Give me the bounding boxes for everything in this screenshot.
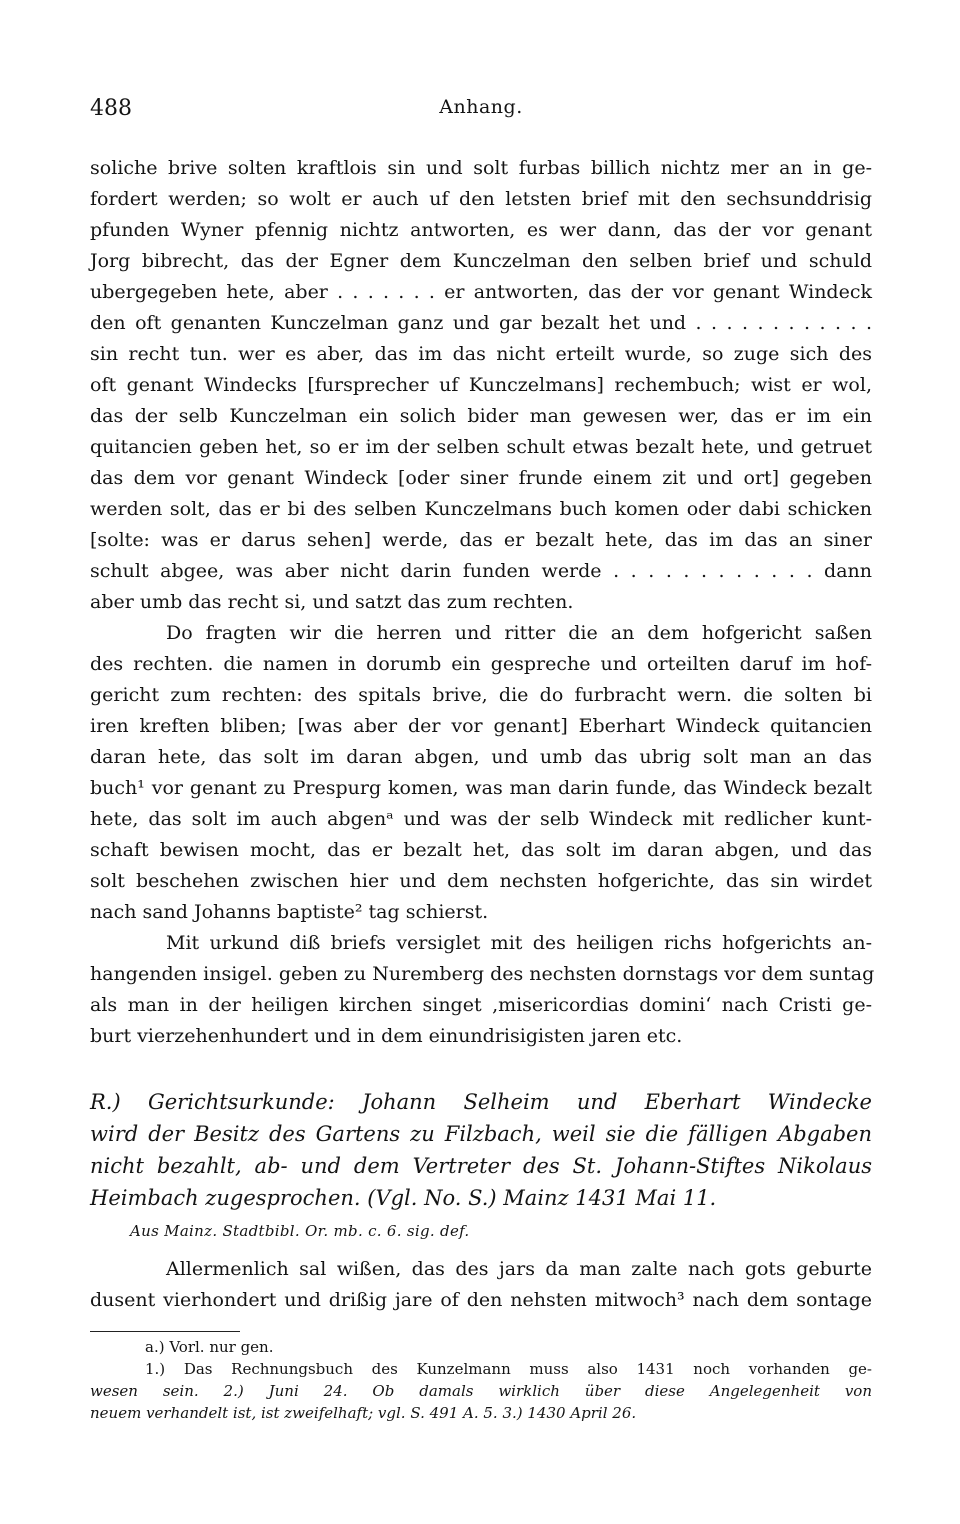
page-header (90, 96, 872, 126)
footnote-line: 1.) Das Rechnungsbuch des Kunzelmann muss also 1431 noch vorhanden ge- (145, 1360, 872, 1378)
regest-line: Heimbach zugesprochen. (Vgl. No. S.) Mainz 1431 Mai 11. (90, 1186, 717, 1210)
text-line: ubergegeben hete, aber . . . . . . . er antworten, das der vor genant Windeck (90, 281, 872, 303)
text-line: hete, das solt im auch abgenᵃ und was der selb Windeck mit redlicher kunt- (90, 808, 872, 830)
text-line: quitancien geben het, so er im der selben schult etwas bezalt hete, und getruet (90, 436, 872, 458)
regest-line: wird der Besitz des Gartens zu Filzbach, weil sie die fälligen Abgaben (90, 1122, 872, 1146)
text-line: soliche brive solten kraftlois sin und solt furbas billich nichtz mer an in ge- (90, 157, 872, 179)
text-line: als man in der heiligen kirchen singet ‚misericordias domini‘ nach Cristi ge- (90, 994, 872, 1016)
text-line: schult abgee, was aber nicht darin funden werde . . . . . . . . . . . . dann (90, 560, 872, 582)
text-line: Allermenlich sal wißen, das des jars da man zalte nach gots geburte (166, 1258, 872, 1280)
text-line: schaft bewisen mocht, das er bezalt het, das solt im daran abgen, und das (90, 839, 872, 861)
text-line: des rechten. die namen in dorumb ein gespreche und orteilten daruf im hof- (90, 653, 872, 675)
footnote-line: wesen sein. 2.) Juni 24. Ob damals wirklich über diese Angelegenheit von (90, 1382, 872, 1400)
text-line: den oft genanten Kunczelman ganz und gar bezalt het und . . . . . . . . . . . . (90, 312, 872, 334)
text-line: aber umb das recht si, und satzt das zum rechten. (90, 591, 574, 613)
footnote-rule (90, 1331, 240, 1332)
text-line: buch¹ vor genant zu Prespurg komen, was man darin funde, das Windeck bezalt (90, 777, 872, 799)
text-line: fordert werden; so wolt er auch uf den letsten brief mit den sechsunddrisig (90, 188, 872, 210)
text-line: Jorg bibrecht, das der Egner dem Kunczelman den selben brief und schuld (90, 250, 872, 272)
text-line: burt vierzehenhundert und in dem einundrisigisten jaren etc. (90, 1025, 683, 1047)
text-line: iren kreften bliben; [was aber der vor genant] Eberhart Windeck quitancien (90, 715, 872, 737)
text-line: werden solt, das er bi des selben Kunczelmans buch komen oder dabi schicken (90, 498, 872, 520)
page-number: 488 (90, 96, 132, 121)
regest-line: R.) Gerichtsurkunde: Johann Selheim und Eberhart Windecke (90, 1090, 872, 1114)
running-head: Anhang. (439, 96, 523, 118)
text-line: [solte: was er darus sehen] werde, das er bezalt hete, das im das an siner (90, 529, 872, 551)
text-line: sin recht tun. wer es aber, das im das nicht erteilt wurde, so zuge sich des (90, 343, 872, 365)
text-line: solt beschehen zwischen hier und dem nechsten hofgerichte, das sin wirdet (90, 870, 872, 892)
footnote-line: a.) Vorl. nur gen. (145, 1338, 274, 1356)
source-note: Aus Mainz. Stadtbibl. Or. mb. c. 6. sig. def. (130, 1222, 470, 1240)
text-line: Do fragten wir die herren und ritter die an dem hofgericht saßen (166, 622, 872, 644)
text-line: gericht zum rechten: des spitals brive, die do furbracht wern. die solten bi (90, 684, 872, 706)
text-line: nach sand Johanns baptiste² tag schierst. (90, 901, 489, 923)
text-line: daran hete, das solt im daran abgen, und umb das ubrig solt man an das (90, 746, 872, 768)
text-line: Mit urkund diß briefs versiglet mit des heiligen richs hofgerichts an- (166, 932, 872, 954)
text-line: pfunden Wyner pfennig nichtz antworten, es wer dann, das der vor genant (90, 219, 872, 241)
text-line: oft genant Windecks [fursprecher uf Kunczelmans] rechembuch; wist er wol, (90, 374, 872, 396)
footnote-line: neuem verhandelt ist, ist zweifelhaft; vgl. S. 491 A. 5. 3.) 1430 April 26. (90, 1404, 637, 1422)
text-line: das der selb Kunczelman ein solich bider man gewesen wer, das er im ein (90, 405, 872, 427)
text-line: dusent vierhondert und drißig jare of den nehsten mitwoch³ nach dem sontage (90, 1289, 872, 1311)
text-line: das dem vor genant Windeck [oder siner frunde einem zit und ort] gegeben (90, 467, 872, 489)
regest-line: nicht bezahlt, ab- und dem Vertreter des St. Johann-Stiftes Nikolaus (90, 1154, 872, 1178)
text-line: hangenden insigel. geben zu Nuremberg des nechsten dornstags vor dem suntag (90, 963, 875, 985)
